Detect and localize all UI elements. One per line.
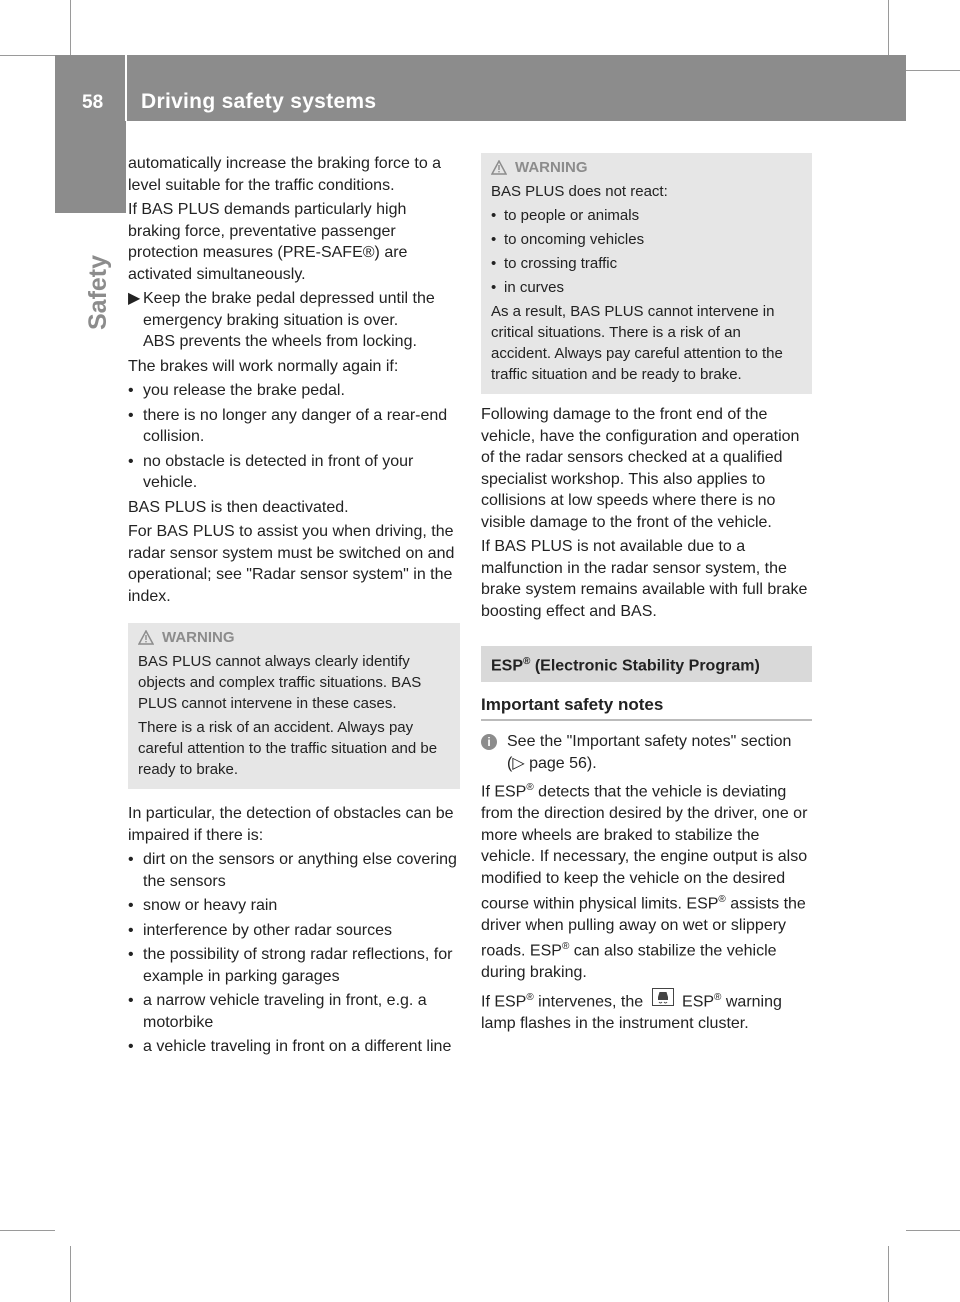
paragraph: For BAS PLUS to assist you when driving, the radar sensor system must be switched on and operational; see "Radar sensor system" in the index. — [128, 523, 455, 605]
section-heading: ESP® (Electronic Stability Program) — [481, 646, 812, 682]
right-column — [481, 153, 812, 1037]
bullet-icon: • — [491, 207, 497, 224]
list-item: • the possibility of strong radar reflections, for example in parking garages — [128, 946, 453, 985]
bullet-icon: • — [128, 406, 134, 424]
list-item: • a vehicle traveling in front on a different line — [128, 1036, 460, 1058]
list-item: • in curves — [491, 279, 565, 296]
paragraph: If BAS PLUS demands particularly high braking force, preventative passenger protection measures (PRE-SAFE®) are activated simultaneously. — [128, 201, 408, 283]
crop-mark — [0, 1230, 55, 1231]
warning-text: As a result, BAS PLUS cannot intervene in critical situations. There is a risk of an accident. Always pay careful attention to the traffic situation and be ready to brake. — [491, 303, 783, 383]
page-title: Driving safety systems — [141, 90, 377, 113]
bullet-icon: • — [491, 231, 497, 248]
section-tab-block — [55, 121, 126, 213]
bullet-icon: • — [128, 921, 134, 939]
bullet-icon: • — [491, 255, 497, 272]
sub-heading: Important safety notes — [481, 694, 812, 722]
info-icon: i — [481, 734, 497, 750]
crop-mark — [70, 1246, 71, 1302]
list-item: • no obstacle is detected in front of your vehicle. — [128, 452, 414, 491]
bullet-icon: • — [128, 452, 134, 470]
page-header — [55, 55, 906, 121]
bullet-icon: • — [128, 382, 134, 399]
paragraph: BAS PLUS is then deactivated. — [128, 498, 349, 516]
warning-text: BAS PLUS does not react: — [491, 183, 668, 200]
warning-heading: WARNING — [138, 627, 450, 648]
paragraph: Following damage to the front end of the vehicle, have the configuration and operation of the radar sensors checked at a qualified specialist workshop. This also applies to collisions at low speeds where there is no visible damage to the front of the vehicle. — [481, 406, 800, 531]
warning-box — [481, 153, 812, 394]
bullet-icon: • — [128, 1038, 134, 1055]
paragraph: If ESP® detects that the vehicle is deviating from the direction desired by the driver, one or more wheels are braked to stabilize the vehicle. If necessary, the engine output is also modified to keep the vehicle on the desired course within physical limits. ESP® assists the driver when pulling away on wet or slippery roads. ESP® can also stabilize the vehicle during braking. — [481, 782, 808, 982]
info-note: i See the "Important safety notes" section (▷ page 56). — [481, 731, 812, 774]
left-column — [128, 153, 460, 1061]
list-item: • you release the brake pedal. — [128, 380, 460, 402]
bullet-icon: • — [128, 946, 134, 963]
warning-box — [128, 623, 460, 789]
warning-triangle-icon — [138, 630, 154, 645]
list-item: • snow or heavy rain — [128, 895, 460, 917]
crop-mark — [906, 70, 960, 71]
bullet-icon: • — [491, 279, 497, 296]
esp-warning-lamp-icon — [648, 988, 678, 1013]
paragraph: If ESP® intervenes, the ESP® warning lamp flashes in the instrument cluster. — [481, 987, 812, 1034]
warning-text: BAS PLUS cannot always clearly identify objects and complex traffic situations. BAS PLUS cannot intervene in these cases. — [138, 653, 422, 712]
instruction-step: ▶ Keep the brake pedal depressed until the emergency braking situation is over. ABS prevents the wheels from locking. — [128, 290, 435, 350]
list-item: • to crossing traffic — [491, 255, 618, 272]
bullet-icon: • — [128, 897, 134, 914]
warning-heading: WARNING — [491, 157, 802, 178]
crop-mark — [888, 1246, 889, 1302]
list-item: • there is no longer any danger of a rear-end collision. — [128, 406, 448, 445]
list-item: • to oncoming vehicles — [491, 231, 645, 248]
bullet-icon: • — [128, 851, 134, 868]
crop-mark — [70, 0, 71, 55]
list-item: • to people or animals — [491, 207, 640, 224]
crop-mark — [0, 55, 55, 56]
crop-mark — [906, 1230, 960, 1231]
page-reference-link[interactable]: (▷ page 56). — [507, 754, 597, 772]
warning-triangle-icon — [491, 160, 507, 175]
warning-text: There is a risk of an accident. Always pay careful attention to the traffic situation and be ready to brake. — [138, 719, 438, 778]
paragraph: automatically increase the braking force to a level suitable for the traffic conditions. — [128, 155, 442, 194]
bullet-icon: • — [128, 992, 134, 1009]
list-item: • interference by other radar sources — [128, 920, 460, 942]
list-item: • a narrow vehicle traveling in front, e.g. a motorbike — [128, 992, 427, 1031]
paragraph: If BAS PLUS is not available due to a malfunction in the radar sensor system, the brake system remains available with full brake boosting effect and BAS. — [481, 538, 808, 620]
page-number: 58 — [82, 92, 104, 113]
section-tab-label: Safety — [84, 254, 112, 330]
paragraph: The brakes will work normally again if: — [128, 357, 399, 375]
crop-mark — [888, 0, 889, 55]
header-divider — [125, 55, 127, 121]
list-item: • dirt on the sensors or anything else covering the sensors — [128, 851, 457, 890]
paragraph: In particular, the detection of obstacles can be impaired if there is: — [128, 805, 454, 844]
arrow-icon: ▶ — [128, 290, 141, 307]
